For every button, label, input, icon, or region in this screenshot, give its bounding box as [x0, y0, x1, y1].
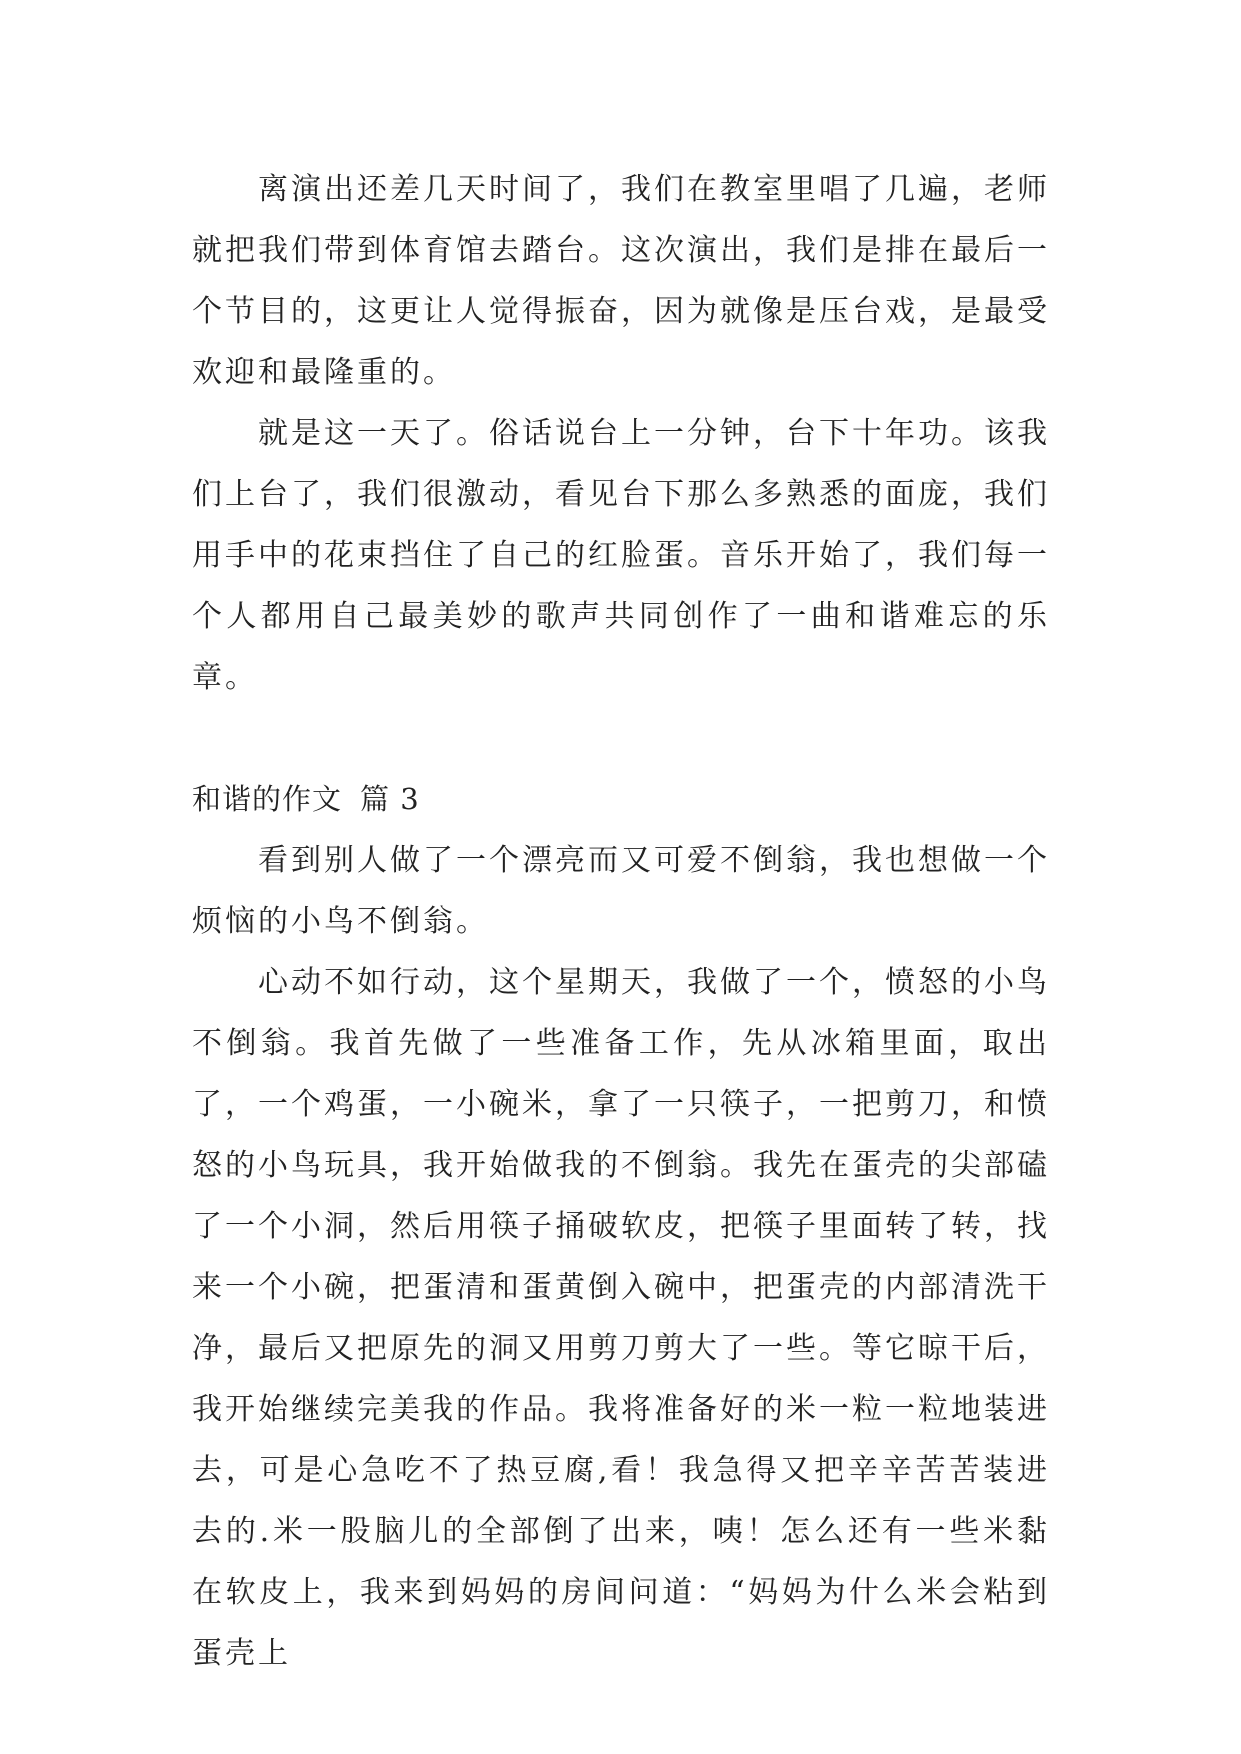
paragraph-performance-rehearsal: 离演出还差几天时间了，我们在教室里唱了几遍，老师就把我们带到体育馆去踏台。这次演出，我们是排在最后一个节目的，这更让人觉得振奋，因为就像是压台戏，是最受欢迎和最隆重的。: [192, 172, 1050, 390]
document-body: [192, 159, 1050, 1684]
paragraph-tumbler-making: 心动不如行动，这个星期天，我做了一个，愤怒的小鸟不倒翁。我首先做了一些准备工作，先从冰箱里面，取出了，一个鸡蛋，一小碗米，拿了一只筷子，一把剪刀，和愤怒的小鸟玩具，我开始做我的不倒翁。我先在蛋壳的尖部磕了一个小洞，然后用筷子捅破软皮，把筷子里面转了转，找来一个小碗，把蛋清和蛋黄倒入碗中，把蛋壳的内部清洗干净，最后又把原先的洞又用剪刀剪大了一些。等它晾干后，我开始继续完美我的作品。我将准备好的米一粒一粒地装进去，可是心急吃不了热豆腐,看！我急得又把辛辛苦苦装进去的.米一股脑儿的全部倒了出来，咦！怎么还有一些米黏在软皮上，我来到妈妈的房间问道：“妈妈为什么米会粘到蛋壳上: [192, 965, 1050, 1671]
section-number: 篇 3: [360, 782, 420, 816]
section-title: 和谐的作文: [192, 782, 343, 816]
paragraph-performance-day: 就是这一天了。俗话说台上一分钟，台下十年功。该我们上台了，我们很激动，看见台下那么多熟悉的面庞，我们用手中的花束挡住了自己的红脸蛋。音乐开始了，我们每一个人都用自己最美妙的歌声共同创作了一曲和谐难忘的乐章。: [192, 416, 1050, 695]
paragraph-tumbler-idea: 看到别人做了一个漂亮而又可爱不倒翁，我也想做一个烦恼的小鸟不倒翁。: [192, 843, 1050, 939]
section-heading: [192, 769, 1050, 830]
